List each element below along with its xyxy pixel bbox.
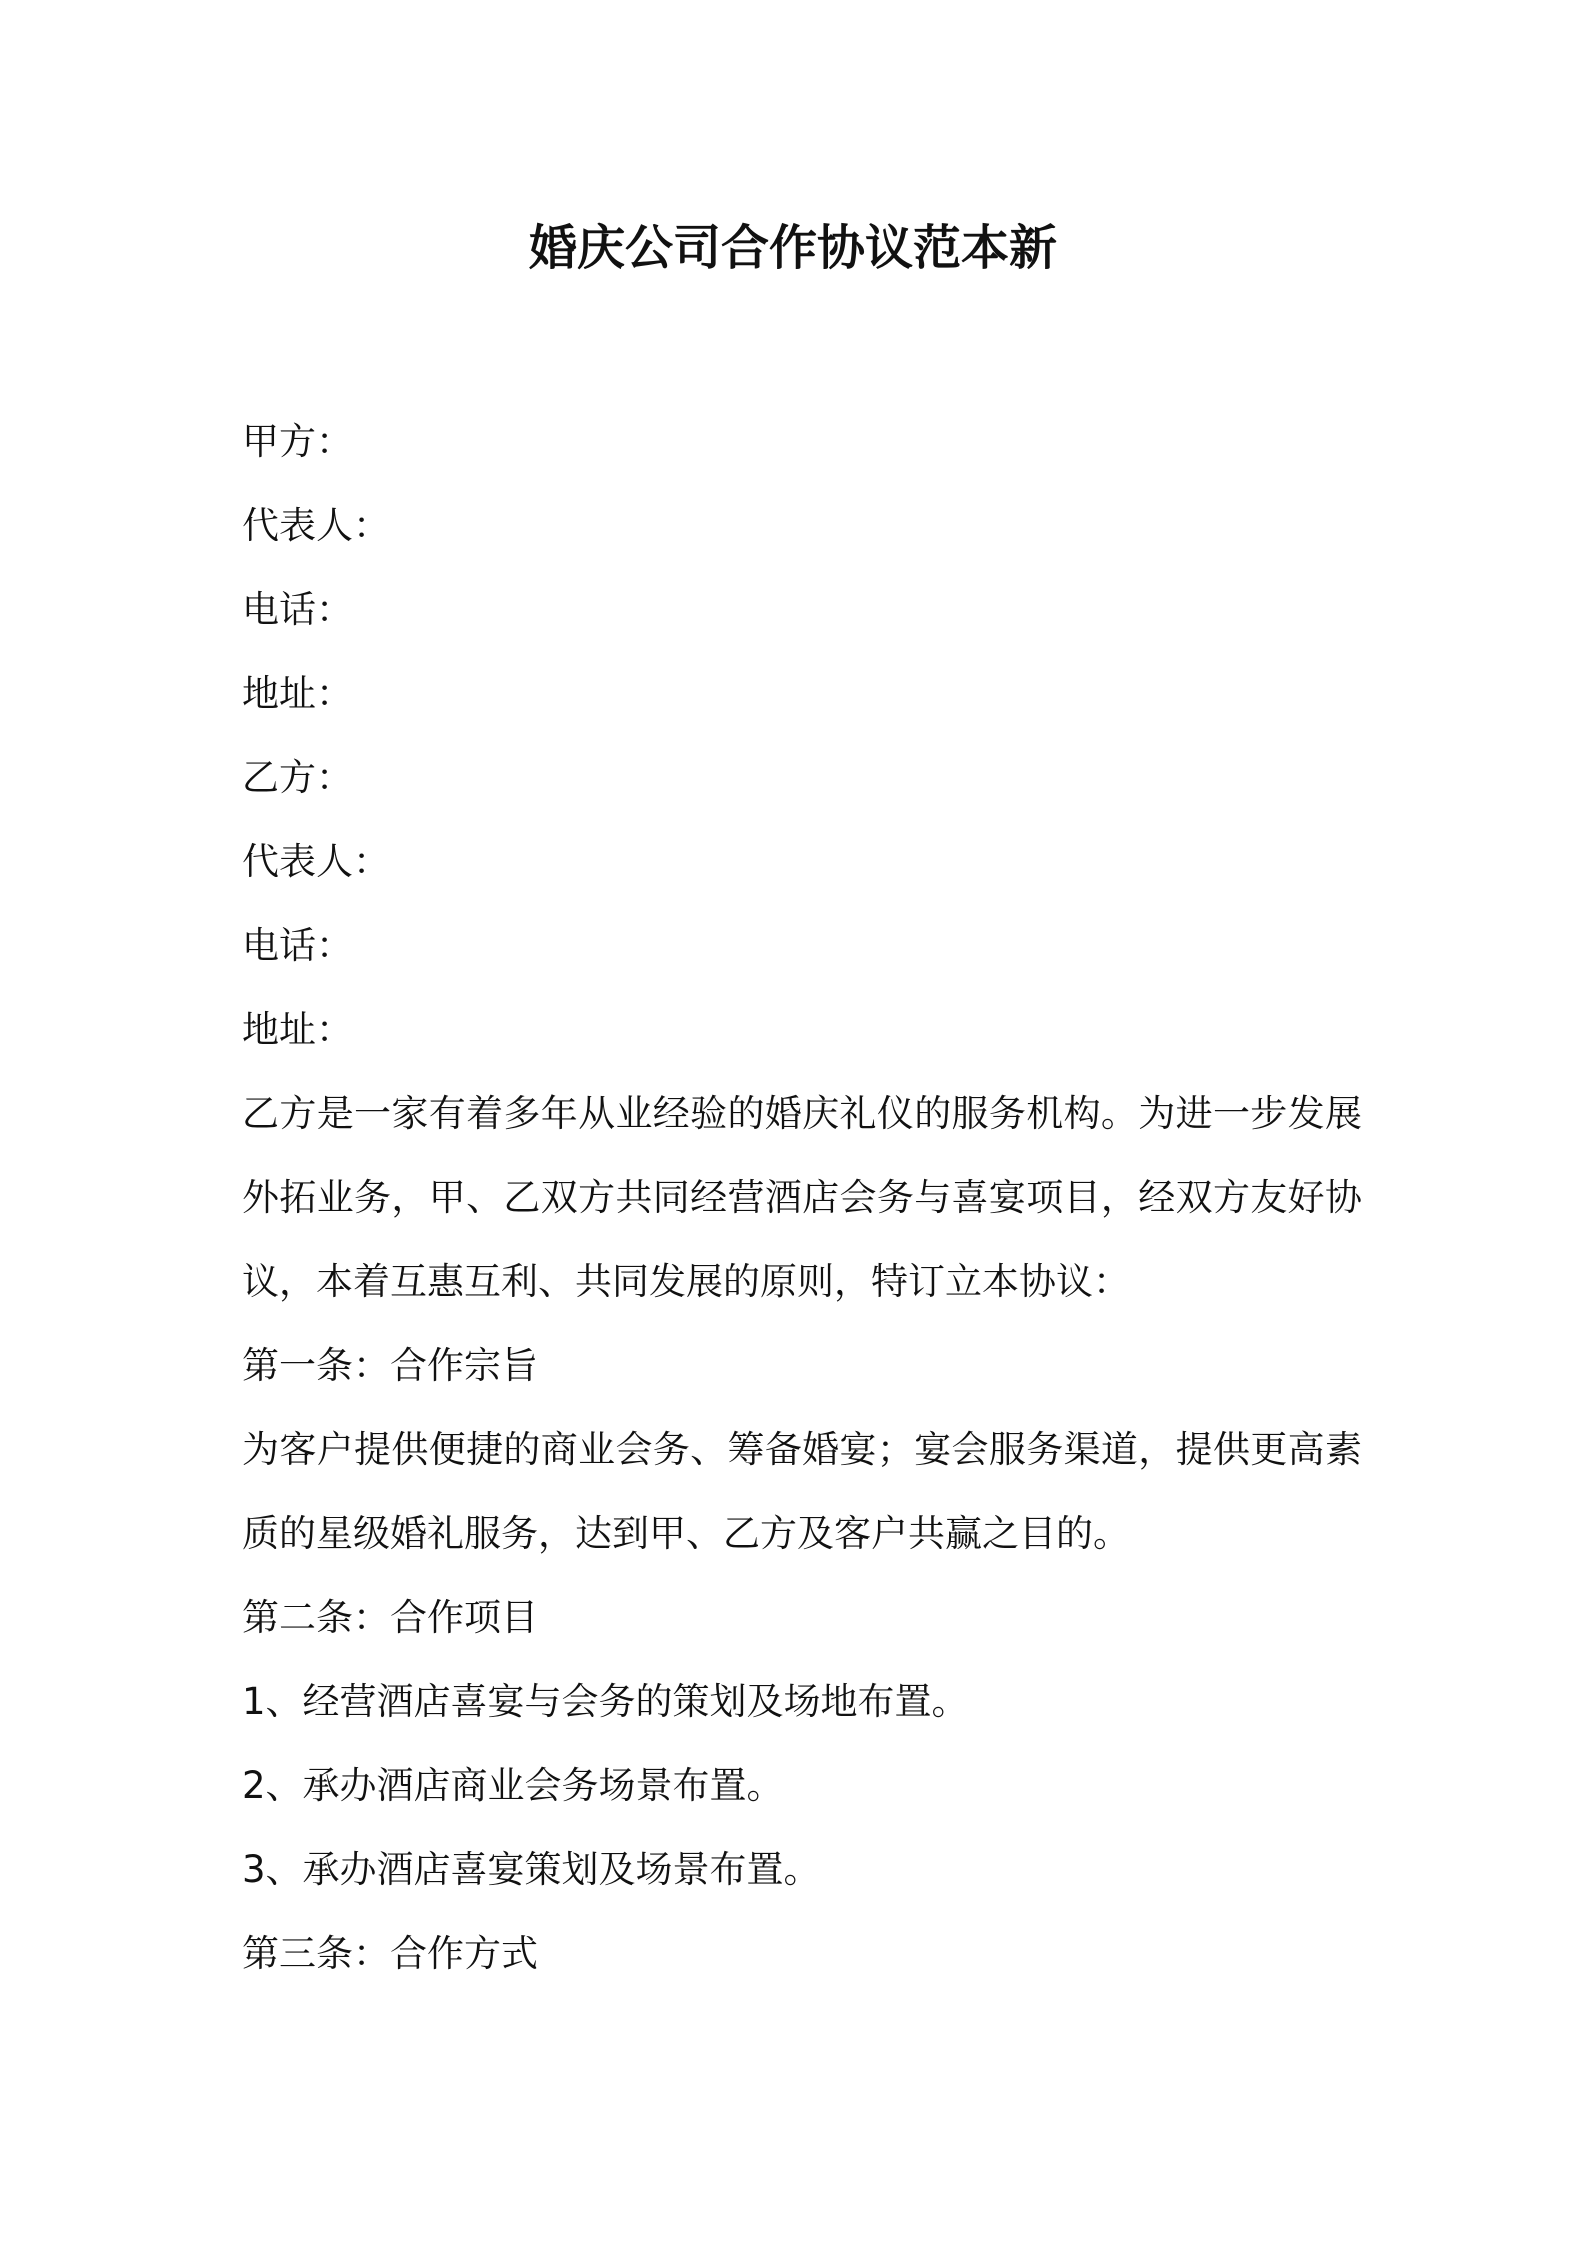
article-1-heading: 第一条：合作宗旨 (242, 1344, 538, 1387)
party-a-name-label: 甲方： (242, 420, 353, 463)
article-3-heading: 第三条：合作方式 (242, 1932, 538, 1975)
party-b-representative-label: 代表人： (242, 840, 390, 883)
party-a-representative-label: 代表人： (242, 504, 390, 547)
article-2-item: 1、经营酒店喜宴与会务的策划及场地布置。 (242, 1680, 969, 1723)
article-2-item: 3、承办酒店喜宴策划及场景布置。 (242, 1848, 821, 1891)
intro-paragraph: 乙方是一家有着多年从业经验的婚庆礼仪的服务机构。为进一步发展外拓业务，甲、乙双方共同经营酒店会务与喜宴项目，经双方友好协议，本着互惠互利、共同发展的原则，特订立本协议： (242, 1092, 1362, 1303)
document-title: 婚庆公司合作协议范本新 (528, 220, 1057, 276)
article-1-text: 为客户提供便捷的商业会务、筹备婚宴；宴会服务渠道，提供更高素质的星级婚礼服务，达到甲、乙方及客户共赢之目的。 (242, 1428, 1362, 1555)
party-b-phone-label: 电话： (242, 924, 353, 967)
party-b-name-label: 乙方： (242, 756, 353, 799)
party-a-phone-label: 电话： (242, 588, 353, 631)
document-body (242, 400, 1362, 1996)
party-b-address-label: 地址： (242, 1008, 353, 1051)
party-a-address-label: 地址： (242, 672, 353, 715)
article-2-item: 2、承办酒店商业会务场景布置。 (242, 1764, 784, 1807)
article-2-heading: 第二条：合作项目 (242, 1596, 538, 1639)
